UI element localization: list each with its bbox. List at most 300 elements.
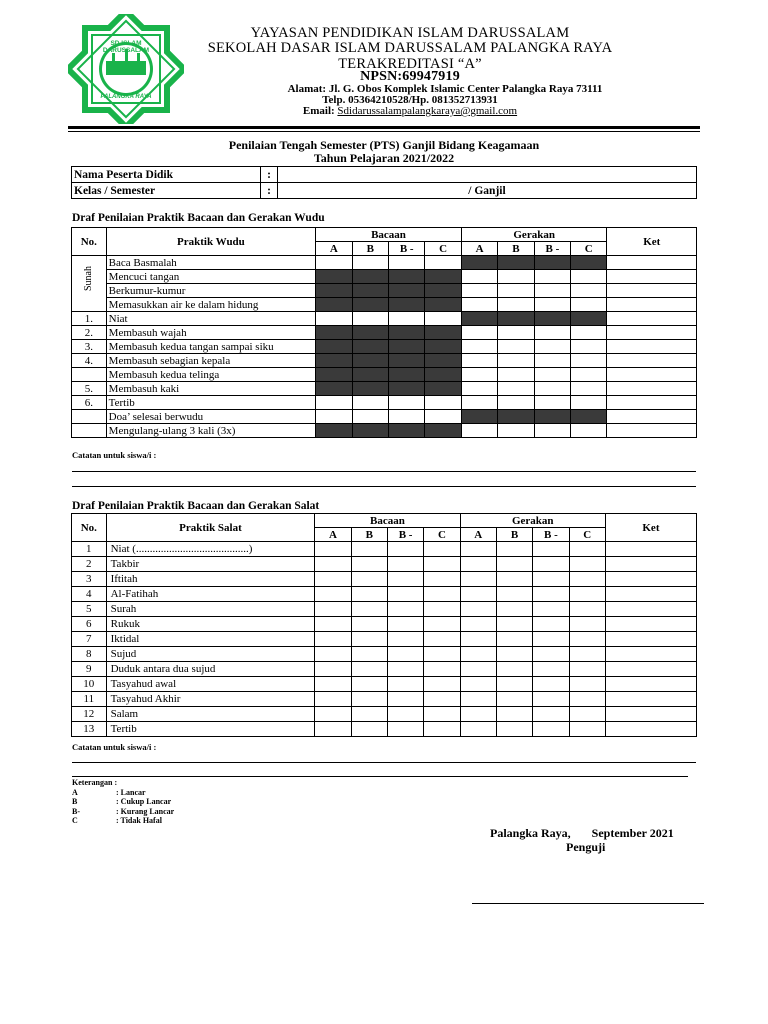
- shaded-cell: [389, 284, 425, 298]
- row-number: 11: [72, 692, 107, 707]
- doc-subtitle: Tahun Pelajaran 2021/2022: [313, 151, 455, 165]
- grade-cell[interactable]: [315, 602, 351, 617]
- grade-cell[interactable]: [498, 382, 534, 396]
- shaded-cell: [389, 354, 425, 368]
- grade-cell[interactable]: [496, 587, 532, 602]
- row-number: [72, 424, 107, 438]
- shaded-cell: [352, 368, 388, 382]
- grade-cell[interactable]: [352, 410, 388, 424]
- row-label: Niat: [106, 312, 316, 326]
- grade-cell[interactable]: [534, 326, 570, 340]
- grade-cell[interactable]: [461, 284, 497, 298]
- grade-cell[interactable]: [460, 632, 496, 647]
- grade-cell[interactable]: [571, 284, 607, 298]
- grade-cell[interactable]: [351, 587, 387, 602]
- grade-cell[interactable]: [461, 298, 497, 312]
- grade-cell[interactable]: [315, 557, 351, 572]
- shaded-cell: [389, 424, 425, 438]
- header-npsn: NPSN:69947919: [360, 69, 460, 84]
- ket-cell[interactable]: [607, 284, 697, 298]
- table-row: [72, 542, 697, 557]
- grade-cell[interactable]: [424, 692, 460, 707]
- shaded-cell: [316, 340, 352, 354]
- row-number: 5: [72, 602, 107, 617]
- grade-cell[interactable]: [460, 602, 496, 617]
- table-row: [72, 256, 697, 270]
- legend-item: [72, 807, 174, 817]
- grade-cell[interactable]: [498, 354, 534, 368]
- table-row: [72, 298, 697, 312]
- email-label: Email:: [302, 105, 335, 117]
- table-row: [72, 340, 697, 354]
- wudu-notes-line-2[interactable]: [72, 486, 696, 487]
- grade-cell[interactable]: [351, 677, 387, 692]
- grade-cell[interactable]: [496, 602, 532, 617]
- grade-cell[interactable]: [352, 256, 388, 270]
- ket-cell[interactable]: [607, 298, 697, 312]
- grade-cell[interactable]: [424, 707, 460, 722]
- grade-cell[interactable]: [533, 662, 569, 677]
- grade-cell[interactable]: [498, 298, 534, 312]
- grade-cell[interactable]: [424, 602, 460, 617]
- ket-cell[interactable]: [607, 368, 697, 382]
- grade-cell[interactable]: [461, 354, 497, 368]
- grade-cell[interactable]: [461, 424, 497, 438]
- grade-cell[interactable]: [316, 410, 352, 424]
- grade-cell[interactable]: [387, 662, 423, 677]
- grade-cell[interactable]: [424, 722, 460, 737]
- ket-cell[interactable]: [607, 270, 697, 284]
- signature-place-date: Palangka Raya, September 2021: [490, 826, 674, 840]
- ket-cell[interactable]: [607, 256, 697, 270]
- grade-cell[interactable]: [571, 354, 607, 368]
- grade-cell[interactable]: [351, 722, 387, 737]
- grade-cell[interactable]: [571, 424, 607, 438]
- grade-cell[interactable]: [387, 587, 423, 602]
- grade-cell[interactable]: [571, 270, 607, 284]
- sunah-text: Sunah: [82, 265, 94, 291]
- shaded-cell: [316, 382, 352, 396]
- grade-cell[interactable]: [533, 647, 569, 662]
- ket-cell[interactable]: [607, 382, 697, 396]
- table-row: [72, 617, 697, 632]
- ket-cell[interactable]: [605, 617, 696, 632]
- grade-cell[interactable]: [533, 602, 569, 617]
- salat-grade-c: C: [569, 528, 605, 542]
- grade-cell[interactable]: [315, 662, 351, 677]
- grade-cell[interactable]: [389, 410, 425, 424]
- row-label: Al-Fatihah: [106, 587, 315, 602]
- grade-cell[interactable]: [569, 617, 605, 632]
- grade-cell[interactable]: [496, 707, 532, 722]
- grade-cell[interactable]: [316, 312, 352, 326]
- grade-cell[interactable]: [496, 542, 532, 557]
- grade-cell[interactable]: [496, 662, 532, 677]
- grade-cell[interactable]: [460, 647, 496, 662]
- grade-cell[interactable]: [534, 284, 570, 298]
- grade-cell[interactable]: [498, 270, 534, 284]
- legend-item: [72, 797, 174, 807]
- grade-cell[interactable]: [387, 707, 423, 722]
- grade-cell[interactable]: [533, 587, 569, 602]
- grade-cell[interactable]: [498, 368, 534, 382]
- grade-cell[interactable]: [351, 632, 387, 647]
- ket-cell[interactable]: [605, 542, 696, 557]
- logo-bottom-text: PALANGKA RAYA: [100, 94, 152, 100]
- grade-cell[interactable]: [352, 312, 388, 326]
- ket-cell[interactable]: [607, 326, 697, 340]
- class-label: Kelas / Semester: [72, 183, 261, 199]
- grade-cell[interactable]: [425, 396, 461, 410]
- grade-cell[interactable]: [351, 647, 387, 662]
- wudu-ket-header: Ket: [607, 228, 697, 256]
- header-divider: [68, 126, 700, 129]
- grade-cell[interactable]: [351, 542, 387, 557]
- shaded-cell: [425, 382, 461, 396]
- grade-cell[interactable]: [461, 382, 497, 396]
- shaded-cell: [498, 256, 534, 270]
- grade-cell[interactable]: [424, 662, 460, 677]
- grade-cell[interactable]: [424, 647, 460, 662]
- grade-cell[interactable]: [534, 368, 570, 382]
- grade-cell[interactable]: [315, 572, 351, 587]
- grade-cell[interactable]: [533, 722, 569, 737]
- grade-cell[interactable]: [387, 557, 423, 572]
- row-number: 10: [72, 677, 107, 692]
- grade-cell[interactable]: [571, 298, 607, 312]
- grade-cell[interactable]: [569, 557, 605, 572]
- grade-cell[interactable]: [315, 587, 351, 602]
- grade-cell[interactable]: [389, 396, 425, 410]
- shaded-cell: [534, 312, 570, 326]
- grade-cell[interactable]: [533, 707, 569, 722]
- row-number: 4: [72, 587, 107, 602]
- grade-cell[interactable]: [351, 557, 387, 572]
- row-number: 13: [72, 722, 107, 737]
- salat-bacaan-header: Bacaan: [315, 514, 460, 528]
- grade-cell[interactable]: [387, 632, 423, 647]
- grade-cell[interactable]: [533, 557, 569, 572]
- grade-cell[interactable]: [569, 632, 605, 647]
- grade-cell[interactable]: [351, 572, 387, 587]
- shaded-cell: [389, 382, 425, 396]
- ket-cell[interactable]: [605, 602, 696, 617]
- grade-cell[interactable]: [498, 396, 534, 410]
- grade-cell[interactable]: [461, 270, 497, 284]
- shaded-cell: [316, 368, 352, 382]
- logo-top-text: SD ISLAM DARUSSALAM: [102, 40, 150, 54]
- grade-cell[interactable]: [315, 692, 351, 707]
- shaded-cell: [571, 312, 607, 326]
- grade-cell[interactable]: [496, 572, 532, 587]
- grade-cell[interactable]: [460, 722, 496, 737]
- ket-cell[interactable]: [607, 312, 697, 326]
- row-label: Iftitah: [106, 572, 315, 587]
- wudu-no-header: No.: [72, 228, 107, 256]
- ket-cell[interactable]: [605, 662, 696, 677]
- table-row: [72, 368, 697, 382]
- ket-cell[interactable]: [607, 340, 697, 354]
- salat-gerakan-header: Gerakan: [460, 514, 605, 528]
- grade-cell[interactable]: [569, 722, 605, 737]
- header-line-1: YAYASAN PENDIDIKAN ISLAM DARUSSALAM: [250, 25, 570, 41]
- grade-cell[interactable]: [424, 632, 460, 647]
- grade-cell[interactable]: [424, 542, 460, 557]
- wudu-gerakan-header: Gerakan: [461, 228, 607, 242]
- grade-cell[interactable]: [496, 617, 532, 632]
- grade-cell[interactable]: [460, 677, 496, 692]
- row-label: Sujud: [106, 647, 315, 662]
- grade-cell[interactable]: [461, 340, 497, 354]
- grade-cell[interactable]: [533, 692, 569, 707]
- shaded-cell: [461, 256, 497, 270]
- grade-cell[interactable]: [496, 692, 532, 707]
- grade-cell[interactable]: [533, 677, 569, 692]
- header-divider-thin: [68, 131, 700, 132]
- salat-section-title: Draf Penilaian Praktik Bacaan dan Gerakan Salat: [72, 500, 320, 512]
- row-number: 6.: [72, 396, 107, 410]
- table-row: [72, 632, 697, 647]
- grade-cell[interactable]: [569, 662, 605, 677]
- grade-cell[interactable]: [571, 368, 607, 382]
- shaded-cell: [498, 312, 534, 326]
- table-row: [72, 557, 697, 572]
- shaded-cell: [425, 340, 461, 354]
- grade-cell[interactable]: [460, 572, 496, 587]
- grade-cell[interactable]: [351, 617, 387, 632]
- grade-cell[interactable]: [496, 632, 532, 647]
- legend-item: [72, 788, 174, 798]
- grade-cell[interactable]: [569, 587, 605, 602]
- salat-grade-b-minus: B -: [533, 528, 569, 542]
- grade-cell[interactable]: [534, 340, 570, 354]
- grade-cell[interactable]: [534, 270, 570, 284]
- class-field[interactable]: / Ganjil: [278, 183, 697, 199]
- header-line-3: TERAKREDITASI “A”: [338, 56, 482, 72]
- salat-notes-line-1[interactable]: [72, 762, 696, 763]
- grade-cell[interactable]: [534, 382, 570, 396]
- grade-cell[interactable]: [351, 662, 387, 677]
- name-field[interactable]: [278, 167, 697, 183]
- row-number: 3: [72, 572, 107, 587]
- table-row: [72, 722, 697, 737]
- shaded-cell: [389, 270, 425, 284]
- salat-grade-b: B: [351, 528, 387, 542]
- grade-cell[interactable]: [460, 617, 496, 632]
- grade-cell[interactable]: [352, 396, 388, 410]
- ket-cell[interactable]: [605, 677, 696, 692]
- grade-cell[interactable]: [569, 572, 605, 587]
- legend-value: : Cukup Lancar: [116, 797, 172, 806]
- grade-cell[interactable]: [460, 587, 496, 602]
- school-logo: [68, 14, 184, 124]
- grade-cell[interactable]: [569, 602, 605, 617]
- grade-cell[interactable]: [387, 602, 423, 617]
- grade-cell[interactable]: [534, 424, 570, 438]
- grade-cell[interactable]: [496, 647, 532, 662]
- legend-value: : Tidak Hafal: [116, 816, 162, 825]
- table-row: [72, 647, 697, 662]
- row-label: Mencuci tangan: [106, 270, 316, 284]
- row-label: Tertib: [106, 396, 316, 410]
- grade-cell[interactable]: [461, 396, 497, 410]
- grade-cell[interactable]: [571, 326, 607, 340]
- salat-grade-c: C: [424, 528, 460, 542]
- ket-cell[interactable]: [605, 572, 696, 587]
- grade-cell[interactable]: [533, 617, 569, 632]
- shaded-cell: [316, 284, 352, 298]
- grade-cell[interactable]: [315, 632, 351, 647]
- row-number: 1.: [72, 312, 107, 326]
- grade-cell[interactable]: [389, 256, 425, 270]
- table-row: [72, 707, 697, 722]
- grade-cell[interactable]: [424, 572, 460, 587]
- ket-cell[interactable]: [605, 647, 696, 662]
- grade-cell[interactable]: [387, 692, 423, 707]
- grade-cell[interactable]: [534, 298, 570, 312]
- wudu-grade-b: B: [352, 242, 388, 256]
- grade-cell[interactable]: [571, 382, 607, 396]
- grade-cell[interactable]: [498, 340, 534, 354]
- grade-cell[interactable]: [387, 722, 423, 737]
- grade-cell[interactable]: [425, 312, 461, 326]
- ket-cell[interactable]: [605, 722, 696, 737]
- ket-cell[interactable]: [605, 632, 696, 647]
- salat-grade-b: B: [496, 528, 532, 542]
- grade-cell[interactable]: [425, 410, 461, 424]
- wudu-grade-c: C: [571, 242, 607, 256]
- grade-cell[interactable]: [316, 396, 352, 410]
- grade-cell[interactable]: [461, 326, 497, 340]
- grade-cell[interactable]: [351, 707, 387, 722]
- wudu-grade-b-minus: B -: [534, 242, 570, 256]
- grade-cell[interactable]: [496, 677, 532, 692]
- grade-cell[interactable]: [351, 692, 387, 707]
- grade-cell[interactable]: [569, 542, 605, 557]
- grade-cell[interactable]: [315, 722, 351, 737]
- grade-cell[interactable]: [424, 587, 460, 602]
- grade-cell[interactable]: [315, 542, 351, 557]
- grade-cell[interactable]: [387, 677, 423, 692]
- grade-cell[interactable]: [425, 256, 461, 270]
- grade-cell[interactable]: [498, 284, 534, 298]
- legend-value: : Kurang Lancar: [116, 806, 175, 816]
- grade-cell[interactable]: [461, 368, 497, 382]
- shaded-cell: [352, 326, 388, 340]
- sunah-label: [72, 256, 107, 312]
- grade-cell[interactable]: [315, 647, 351, 662]
- legend-key: C: [72, 816, 78, 825]
- salat-notes-line-2[interactable]: [72, 776, 688, 777]
- ket-cell[interactable]: [605, 587, 696, 602]
- grade-cell[interactable]: [533, 572, 569, 587]
- identity-table: [71, 166, 697, 199]
- row-label: Memasukkan air ke dalam hidung: [106, 298, 316, 312]
- shaded-cell: [316, 270, 352, 284]
- grade-cell[interactable]: [460, 542, 496, 557]
- name-label: Nama Peserta Didik: [72, 167, 261, 183]
- table-row: [72, 424, 697, 438]
- grade-cell[interactable]: [389, 312, 425, 326]
- row-label: Baca Basmalah: [106, 256, 316, 270]
- header-line-2: SEKOLAH DASAR ISLAM DARUSSALAM PALANGKA RAYA: [207, 40, 613, 56]
- legend-title: Keterangan :: [72, 778, 118, 787]
- grade-cell[interactable]: [460, 662, 496, 677]
- salat-grade-a: A: [460, 528, 496, 542]
- ket-cell[interactable]: [607, 354, 697, 368]
- ket-cell[interactable]: [605, 557, 696, 572]
- grade-cell[interactable]: [569, 677, 605, 692]
- name-colon: :: [261, 167, 278, 183]
- ket-cell[interactable]: [607, 396, 697, 410]
- grade-cell[interactable]: [351, 602, 387, 617]
- grade-cell[interactable]: [569, 692, 605, 707]
- grade-cell[interactable]: [424, 617, 460, 632]
- grade-cell[interactable]: [498, 326, 534, 340]
- row-number: [72, 368, 107, 382]
- grade-cell[interactable]: [571, 396, 607, 410]
- grade-cell[interactable]: [387, 542, 423, 557]
- grade-cell[interactable]: [460, 692, 496, 707]
- row-number: 9: [72, 662, 107, 677]
- table-row: [72, 692, 697, 707]
- grade-cell[interactable]: [496, 722, 532, 737]
- wudu-notes-line-1[interactable]: [72, 471, 696, 472]
- ket-cell[interactable]: [607, 410, 697, 424]
- shaded-cell: [352, 340, 388, 354]
- shaded-cell: [425, 284, 461, 298]
- salat-table: [71, 513, 697, 737]
- table-row: [72, 270, 697, 284]
- grade-cell[interactable]: [387, 647, 423, 662]
- ket-cell[interactable]: [605, 692, 696, 707]
- row-label: Membasuh wajah: [106, 326, 316, 340]
- salat-notes-label: Catatan untuk siswa/i :: [72, 742, 157, 752]
- grade-cell[interactable]: [315, 707, 351, 722]
- grade-cell[interactable]: [387, 617, 423, 632]
- shaded-cell: [316, 354, 352, 368]
- grade-cell[interactable]: [534, 354, 570, 368]
- ket-cell[interactable]: [605, 707, 696, 722]
- grade-cell[interactable]: [316, 256, 352, 270]
- ket-cell[interactable]: [607, 424, 697, 438]
- grade-cell[interactable]: [569, 707, 605, 722]
- wudu-grade-c: C: [425, 242, 461, 256]
- grade-cell[interactable]: [315, 677, 351, 692]
- legend-key: B-: [72, 806, 80, 816]
- table-row: [72, 410, 697, 424]
- grade-cell[interactable]: [387, 572, 423, 587]
- grade-cell[interactable]: [534, 396, 570, 410]
- row-label: Rukuk: [106, 617, 315, 632]
- grade-cell[interactable]: [424, 677, 460, 692]
- grade-cell[interactable]: [533, 542, 569, 557]
- shaded-cell: [352, 382, 388, 396]
- grade-cell[interactable]: [460, 707, 496, 722]
- wudu-table: [71, 227, 697, 438]
- grade-cell[interactable]: [496, 557, 532, 572]
- grade-cell[interactable]: [569, 647, 605, 662]
- grade-cell[interactable]: [424, 557, 460, 572]
- email-link[interactable]: Sdidarussalampalangkaraya@gmail.com: [337, 105, 518, 117]
- grade-cell[interactable]: [571, 340, 607, 354]
- grade-cell[interactable]: [498, 424, 534, 438]
- grade-cell[interactable]: [315, 617, 351, 632]
- grade-cell[interactable]: [533, 632, 569, 647]
- signature-line[interactable]: [472, 903, 704, 904]
- table-row: [72, 602, 697, 617]
- grade-cell[interactable]: [460, 557, 496, 572]
